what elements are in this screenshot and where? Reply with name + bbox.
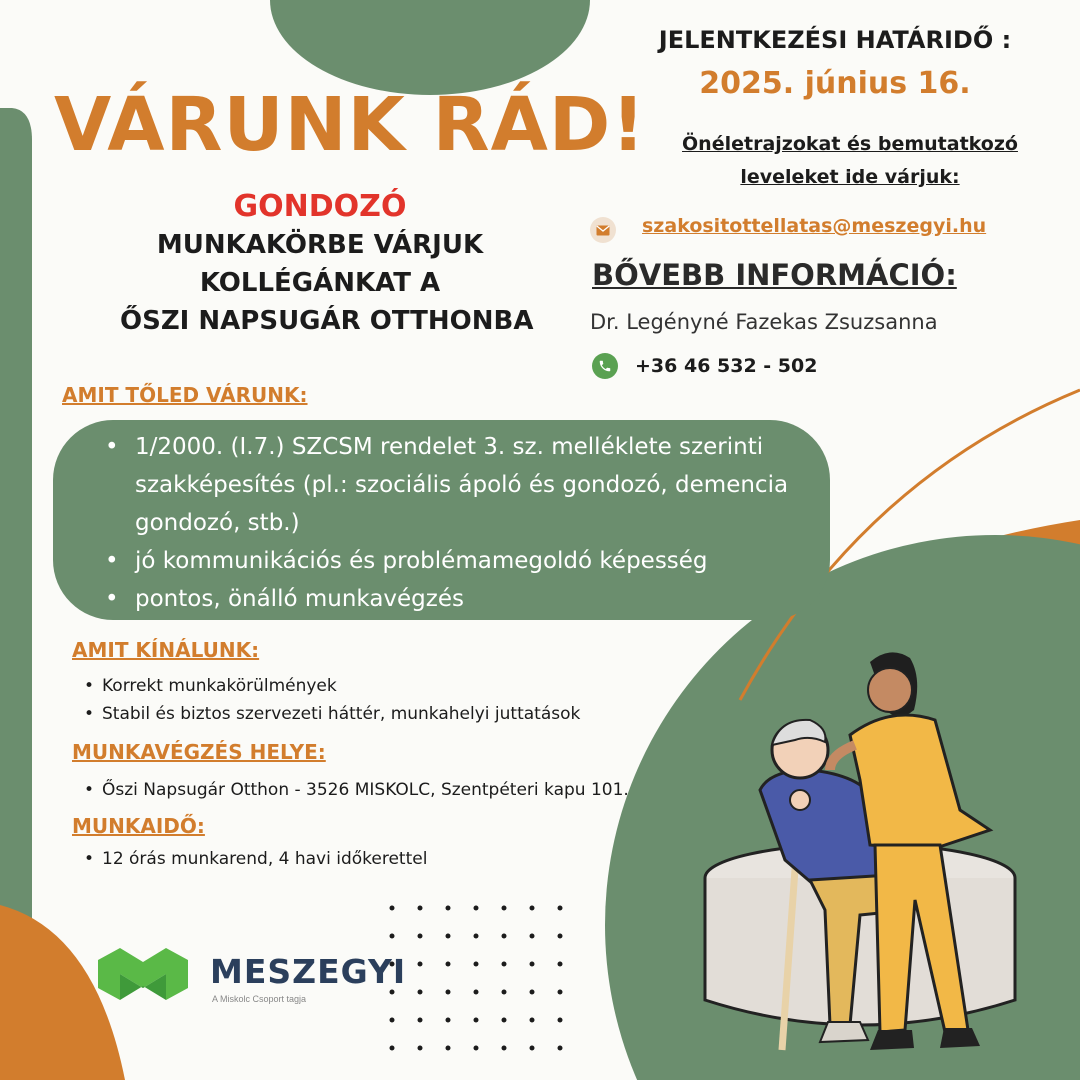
- role-keyword: GONDOZÓ: [233, 189, 407, 224]
- list-item: • 1/2000. (I.7.) SZCSM rendelet 3. sz. melléklete szerinti szakképesítés (pl.: szociális ápoló és gondozó, demencia gondozó, stb.): [105, 428, 805, 542]
- contact-name: Dr. Legényné Fazekas Zsuzsanna: [590, 310, 938, 334]
- hours-list: [78, 845, 427, 873]
- top-green-blob: [270, 0, 590, 95]
- cv-line-2: leveleket ide várjuk:: [740, 166, 960, 188]
- list-item: • Korrekt munkakörülmények: [78, 672, 580, 700]
- phone-icon: [592, 353, 618, 379]
- list-item: • Őszi Napsugár Otthon - 3526 MISKOLC, Szentpéteri kapu 101.: [78, 776, 629, 804]
- role-line-2: KOLLÉGÁNKAT A: [199, 268, 441, 298]
- nurse-arm: [830, 745, 855, 770]
- deadline-label: JELENTKEZÉSI HATÁRIDŐ :: [658, 26, 1012, 54]
- nurse-head: [868, 668, 912, 712]
- nurse-shoe-left: [870, 1030, 914, 1050]
- man-hand: [790, 790, 810, 810]
- application-instructions: [640, 128, 1060, 194]
- nurse-shoe-right: [940, 1028, 980, 1048]
- phone-number[interactable]: +36 46 532 - 502: [635, 355, 818, 377]
- role-line-3: ŐSZI NAPSUGÁR OTTHONBA: [120, 306, 534, 336]
- list-item: • jó kommunikációs és problémamegoldó képesség: [105, 542, 805, 580]
- headline: VÁRUNK RÁD!: [54, 82, 647, 168]
- requirements-title: AMIT TŐLED VÁRUNK:: [62, 383, 308, 407]
- list-item: • pontos, önálló munkavégzés: [105, 580, 805, 618]
- location-list: [78, 776, 629, 804]
- more-info-title: BŐVEBB INFORMÁCIÓ:: [592, 258, 957, 292]
- nurse-top: [850, 715, 990, 850]
- email-link[interactable]: szakositottellatas@meszegyi.hu: [642, 215, 987, 237]
- caregiver-illustration: [700, 650, 1020, 1060]
- offers-list: [78, 672, 580, 728]
- man-shoe: [820, 1022, 868, 1042]
- hours-title: MUNKAIDŐ:: [72, 814, 205, 838]
- list-item: • Stabil és biztos szervezeti háttér, munkahelyi juttatások: [78, 700, 580, 728]
- meszegyi-logo-icon: [98, 946, 188, 1002]
- offers-title: AMIT KÍNÁLUNK:: [72, 638, 260, 662]
- deadline-date: 2025. június 16.: [699, 66, 971, 101]
- requirements-list: [105, 428, 805, 618]
- role-block: [120, 188, 534, 340]
- cv-line-1: Önéletrajzokat és bemutatkozó: [682, 133, 1018, 155]
- logo-tagline: A Miskolc Csoport tagja: [212, 994, 307, 1004]
- location-title: MUNKAVÉGZÉS HELYE:: [72, 740, 326, 764]
- logo-name: MESZEGYI: [210, 952, 407, 991]
- deadline-block: [600, 26, 1070, 101]
- envelope-icon: [590, 217, 616, 243]
- dot-grid: [390, 906, 563, 1051]
- role-line-1: MUNKAKÖRBE VÁRJUK: [156, 230, 484, 260]
- list-item: • 12 órás munkarend, 4 havi időkerettel: [78, 845, 427, 873]
